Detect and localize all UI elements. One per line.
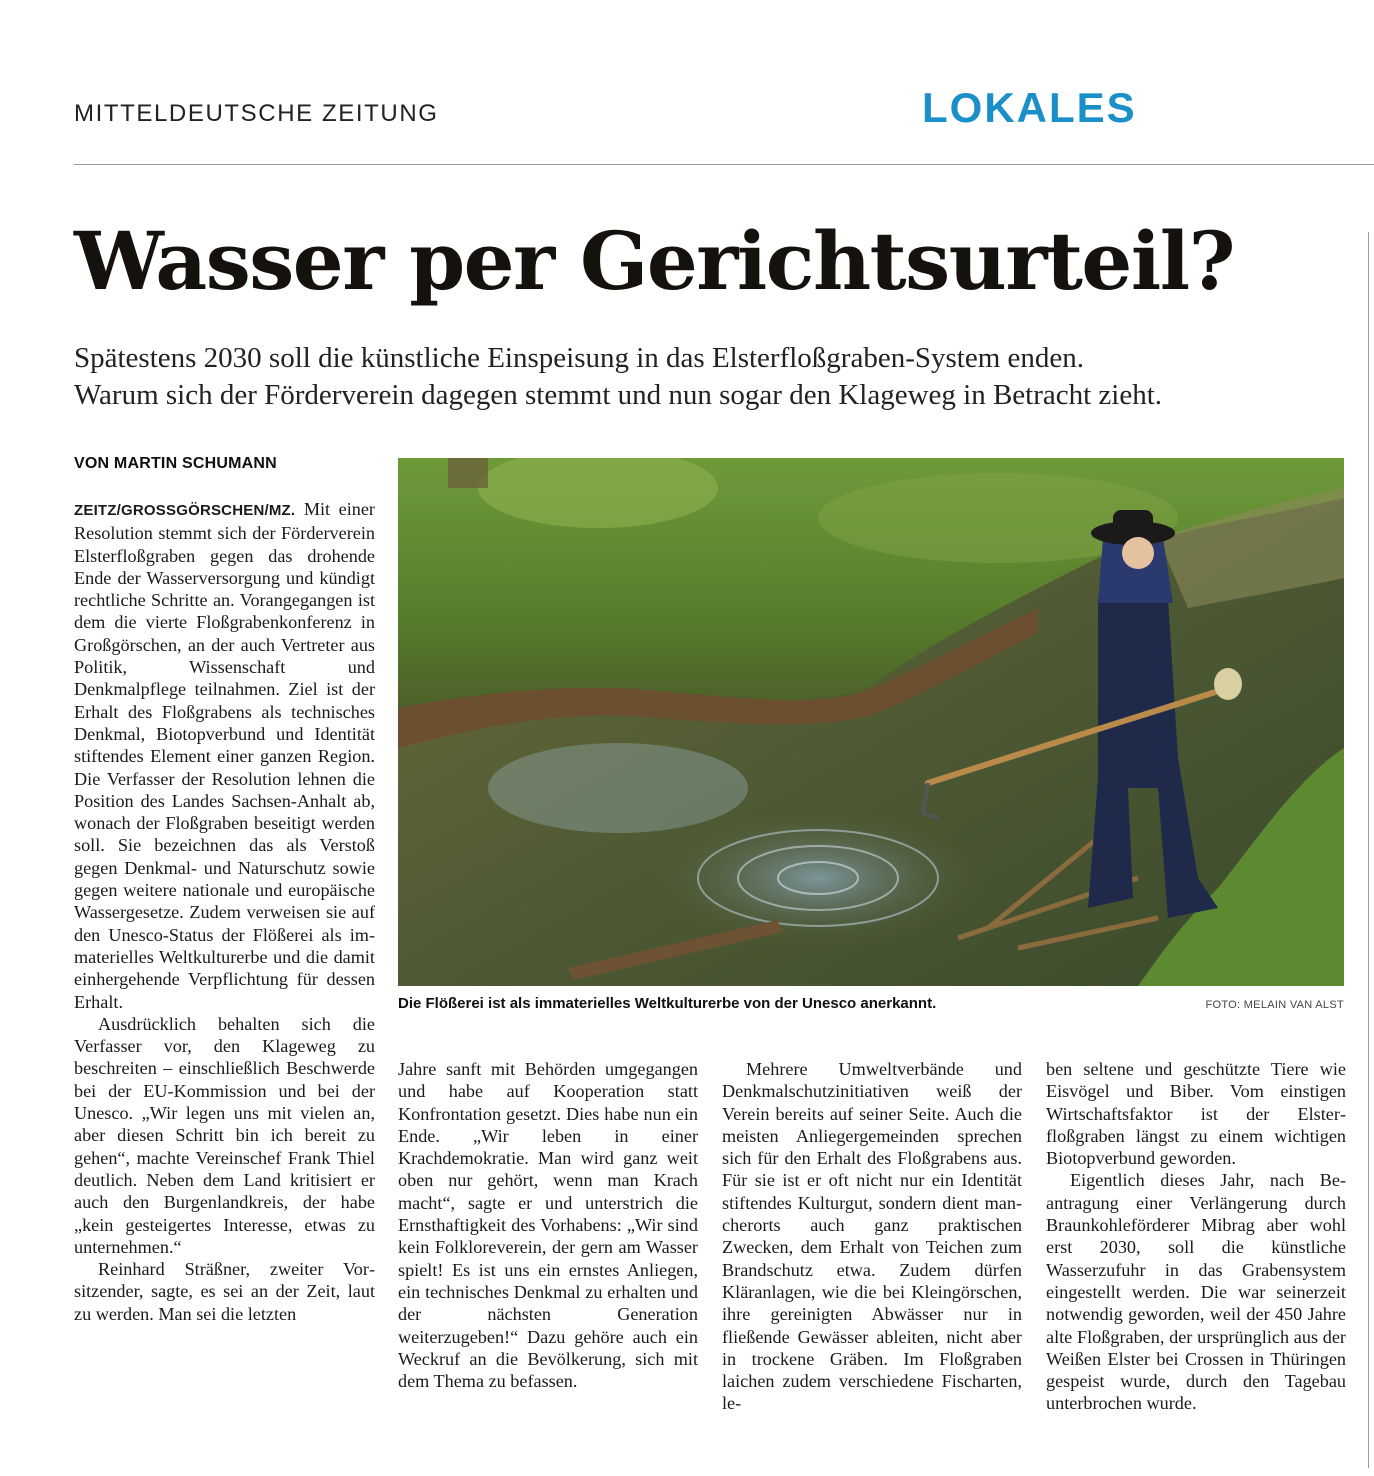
article-column-1 bbox=[74, 498, 375, 1325]
dateline: ZEITZ/GROSSGÖRSCHEN/MZ. bbox=[74, 502, 296, 519]
article-paragraph: Ausdrücklich behalten sich die Verfasser vor, den Klageweg zu beschreiten – einschließlich Beschwerde bei der EU-Kommission und bei der Unesco. „Wir legen uns mit vielen an, aber diesen Schritt bin ich bereit zu gehen“, machte Vereinschef Frank Thiel deutlich. Neben dem Land kritisiert er auch den Burgenlandkreis, der habe „kein gesteigertes Interesse, etwas zu unternehmen.“ bbox=[74, 1013, 375, 1257]
article-paragraph: Eigentlich dieses Jahr, nach Beantragung einer Verlängerung durch Braunkohleförderer Mibrag aber wohl erst 2030, soll die künstliche Wasserzufuhr in das Grabensystem eingestellt werden. Die war seinerzeit notwendig geworden, weil der 450 Jahre alte Floßgraben, der ursprünglich aus der Weißen Elster bei Crossen in Thüringen gespeist wurde, durch den Tagebau unterbrochen wurde. bbox=[1046, 1170, 1346, 1414]
paragraph-text: Mit einer Resolution stemmt sich der Förderverein Elsterfloßgraben gegen das drohende Ende der Wasserversorgung und kündigt rechtliche Schritte an. Vorangegangen ist dem die vierte Floßgrabenkonferenz in Großgörschen, an der auch Vertreter aus Politik, Wissenschaft und Denkmalpflege teilnahmen. Ziel ist der Erhalt des Floßgrabens als technisches Denkmal, Biotopverbund und Identität stiftendes Element einer ganzen Region. Die Verfasser der Resolution lehnen die Position des Landes Sachsen-Anhalt ab, wonach der Floßgraben beseitigt werden soll. Sie bezeichnen das als Verstoß gegen Denkmal- und Naturschutz sowie gegen weitere nationale und europäische Wassergesetze. Zudem verweisen sie auf den Unesco-Status der Flößerei als immaterielles Weltkulturerbe und die damit einhergehende Verpflichtung für dessen Erhalt. bbox=[74, 499, 375, 1012]
byline: VON MARTIN SCHUMANN bbox=[74, 455, 277, 472]
article-column-3 bbox=[722, 1058, 1022, 1415]
article-paragraph: Jahre sanft mit Behörden umgegangen und habe auf Kooperation statt Konfrontation gesetzt. Dies habe nun ein Ende. „Wir leben in einer Krachdemokratie. Man wird ganz weit oben nur gehört, wenn man Krach macht“, sagte er und unterstrich die Ernsthaftigkeit des Vorhabens: „Wir sind kein Folkloreverein, der gern am Wasser spielt! Es ist uns ein ernstes Anliegen, ein technisches Denkmal zu erhalten und der nächsten Generation weiterzugeben!“ Dazu gehöre auch ein Weckruf an die Bevölkerung, sich mit dem Thema zu befassen. bbox=[398, 1059, 698, 1392]
article-paragraph: Reinhard Sträßner, zweiter Vorsitzender, sagte, es sei an der Zeit, laut zu werden. Man sei die letzten bbox=[74, 1259, 375, 1324]
article-paragraph: Mehrere Umweltverbände und Denkmalschutzinitiativen weiß der Verein bereits auf seiner Seite. Auch die meisten Anliegergemeinden sprechen sich für den Erhalt des Floßgrabens aus. Für sie ist er oft nicht nur ein Identität stiftendes Kulturgut, sondern dient mancherorts auch ganz praktischen Zwecken, dem Erhalt von Teichen zum Brandschutz etwa. Zudem dürfen Kläranlagen, wie die bei Kleingörschen, ihre gereinigten Abwässer nur in fließende Gewässer ableiten, nicht aber in trockene Gräben. Im Floßgraben laichen zudem verschiedene Fischarten, le- bbox=[722, 1059, 1022, 1414]
article-paragraph: ben seltene und geschützte Tiere wie Eisvögel und Biber. Vom einstigen Wirtschaftsfaktor ist der Elsterfloßgraben längst zu einem wichtigen Biotopverbund geworden. bbox=[1046, 1059, 1346, 1169]
column-divider bbox=[1368, 232, 1369, 1468]
header-divider bbox=[74, 164, 1374, 165]
article-paragraph bbox=[74, 498, 375, 1013]
headline: Wasser per Gerichtsurteil? bbox=[74, 214, 1234, 308]
subheadline-line: Warum sich der Förderverein dagegen stemmt und nun sogar den Klageweg in Betracht zieht. bbox=[74, 379, 1163, 411]
section-title: LOKALES bbox=[922, 84, 1137, 131]
photo-illustration bbox=[398, 458, 1344, 986]
photo-caption: Die Flößerei ist als immaterielles Weltkulturerbe von der Unesco anerkannt. bbox=[398, 995, 937, 1012]
article-column-2 bbox=[398, 1058, 698, 1392]
subheadline-line: Spätestens 2030 soll die künstliche Einspeisung in das Elsterfloßgraben-System enden. bbox=[74, 342, 1085, 374]
photo-credit: FOTO: MELAIN VAN ALST bbox=[1205, 999, 1344, 1011]
article-column-4 bbox=[1046, 1058, 1346, 1415]
subheadline bbox=[74, 340, 1354, 414]
article-photo bbox=[398, 458, 1344, 986]
masthead: MITTELDEUTSCHE ZEITUNG bbox=[74, 100, 439, 127]
